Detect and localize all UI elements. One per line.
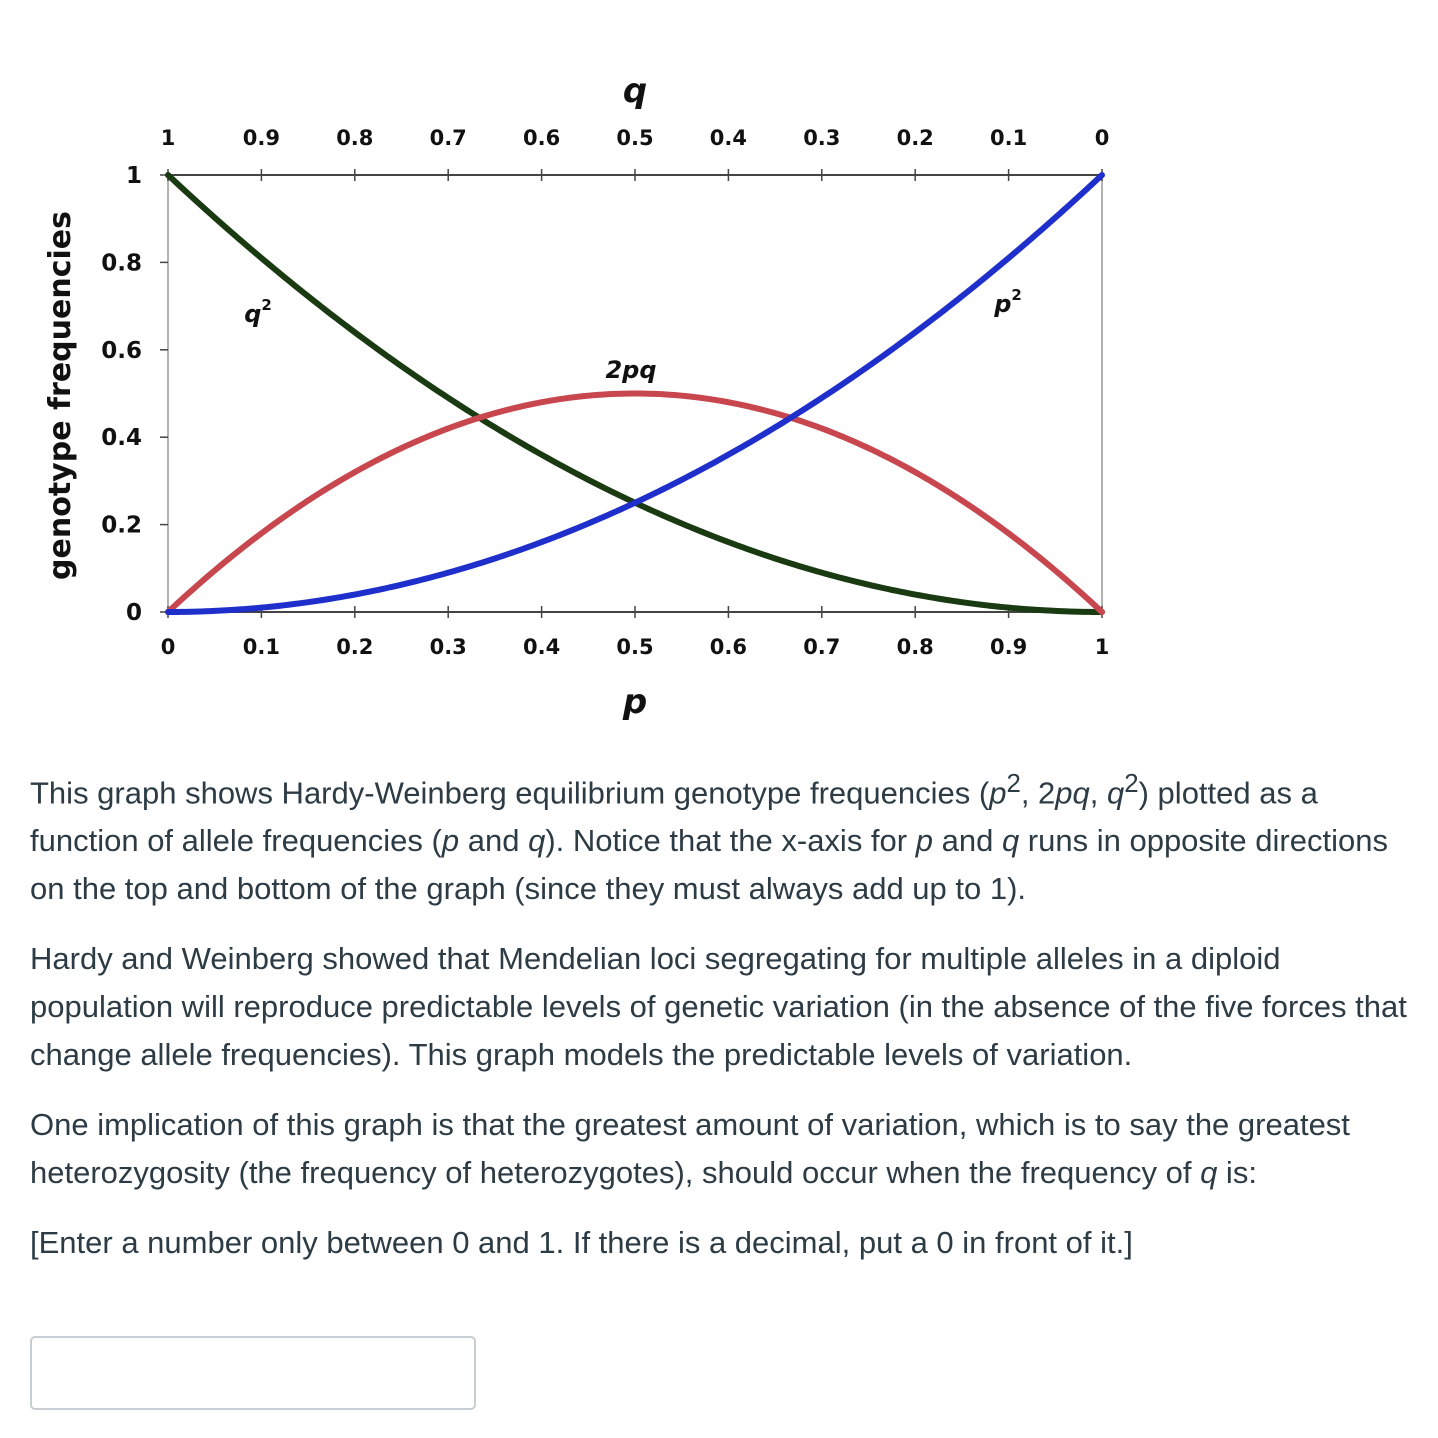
x-tick-label: 0.9 bbox=[989, 635, 1028, 659]
text: is: bbox=[1217, 1155, 1257, 1191]
text: ). Notice that the x-axis for bbox=[545, 823, 916, 859]
x-top-tick-label: 0.7 bbox=[429, 126, 467, 150]
x-tick-label: 0 bbox=[160, 635, 176, 659]
curve-label-base: q bbox=[244, 300, 262, 328]
x-tick-label: 0.5 bbox=[616, 635, 654, 659]
y-tick-label: 0 bbox=[125, 600, 142, 626]
text: One implication of this graph is that the greatest amount of variation, which is to say the greatest heterozygosity (the frequency of heterozygotes), should occur when the frequency of bbox=[30, 1107, 1350, 1191]
curve-label-base: 2pq bbox=[605, 356, 657, 384]
x-tick-label: 0.1 bbox=[242, 635, 281, 659]
x-axis-title-p: p bbox=[622, 682, 648, 722]
x-axis-title-q: q bbox=[622, 71, 648, 111]
var-q: q bbox=[1200, 1155, 1218, 1191]
x-top-tick-label: 0.9 bbox=[242, 126, 281, 150]
curve-label bbox=[605, 356, 656, 384]
question-paragraph-3 bbox=[30, 1101, 1425, 1197]
answer-input[interactable] bbox=[30, 1336, 476, 1410]
y-axis-title: genotype frequencies bbox=[43, 211, 78, 580]
y-tick-label: 0.2 bbox=[101, 512, 142, 539]
question-text bbox=[30, 760, 1425, 1289]
superscript: 2 bbox=[1124, 770, 1139, 798]
question-paragraph-1 bbox=[30, 760, 1425, 913]
var-p: p bbox=[441, 823, 460, 859]
var-pq: pq bbox=[1055, 775, 1090, 811]
x-top-tick-label: 0.8 bbox=[336, 126, 374, 150]
text: , bbox=[1089, 775, 1107, 811]
var-q: q bbox=[1001, 823, 1020, 859]
var-q: q bbox=[528, 823, 546, 859]
x-tick-label: 0.7 bbox=[803, 635, 841, 659]
x-tick-label: 0.4 bbox=[522, 635, 561, 659]
x-tick-label: 0.2 bbox=[336, 635, 374, 659]
x-top-tick-label: 0.3 bbox=[803, 126, 841, 150]
var-p: p bbox=[915, 823, 933, 859]
x-tick-label: 0.8 bbox=[896, 635, 934, 659]
text: and bbox=[932, 823, 1002, 859]
curve-label-superscript: 2 bbox=[1011, 286, 1022, 304]
curve-label bbox=[993, 286, 1022, 318]
curve-label bbox=[244, 296, 272, 328]
x-top-tick-label: 0.1 bbox=[989, 126, 1028, 150]
x-tick-label: 0.3 bbox=[429, 635, 467, 659]
x-top-tick-label: 0.5 bbox=[616, 126, 654, 150]
x-top-tick-label: 0.6 bbox=[522, 126, 561, 150]
x-tick-label: 0.6 bbox=[709, 635, 748, 659]
superscript: 2 bbox=[1006, 770, 1021, 798]
curve-label-base: p bbox=[994, 290, 1012, 318]
var-q: q bbox=[1107, 775, 1125, 811]
text: This graph shows Hardy-Weinberg equilibrium genotype frequencies ( bbox=[30, 775, 990, 811]
x-top-tick-label: 0.2 bbox=[896, 126, 934, 150]
text: runs in opposite directions on the top and bottom of the graph (since they must always add up to 1). bbox=[30, 823, 1388, 907]
y-tick-label: 0.4 bbox=[101, 425, 142, 452]
curve-label-superscript: 2 bbox=[261, 296, 272, 314]
x-top-tick-label: 1 bbox=[160, 126, 176, 150]
chart-curves bbox=[168, 175, 1102, 612]
question-instructions: [Enter a number only between 0 and 1. If there is a decimal, put a 0 in front of it.] bbox=[30, 1225, 1133, 1261]
text: and bbox=[459, 823, 529, 859]
text: ) plotted as a function of allele frequencies ( bbox=[30, 775, 1318, 859]
x-tick-label: 1 bbox=[1094, 635, 1110, 659]
var-p: p bbox=[989, 775, 1007, 811]
y-tick-label: 1 bbox=[125, 163, 142, 189]
text: , 2 bbox=[1020, 775, 1056, 811]
x-top-tick-label: 0 bbox=[1094, 126, 1110, 150]
y-tick-label: 0.8 bbox=[101, 250, 142, 277]
x-top-tick-label: 0.4 bbox=[709, 126, 748, 150]
question-paragraph-2: Hardy and Weinberg showed that Mendelian loci segregating for multiple alleles in a diploid population will reproduce predictable levels of genetic variation (in the absence of the five forces that change allele frequencies). This graph models the predictable levels of variation. bbox=[30, 941, 1407, 1073]
y-tick-label: 0.6 bbox=[101, 337, 142, 364]
